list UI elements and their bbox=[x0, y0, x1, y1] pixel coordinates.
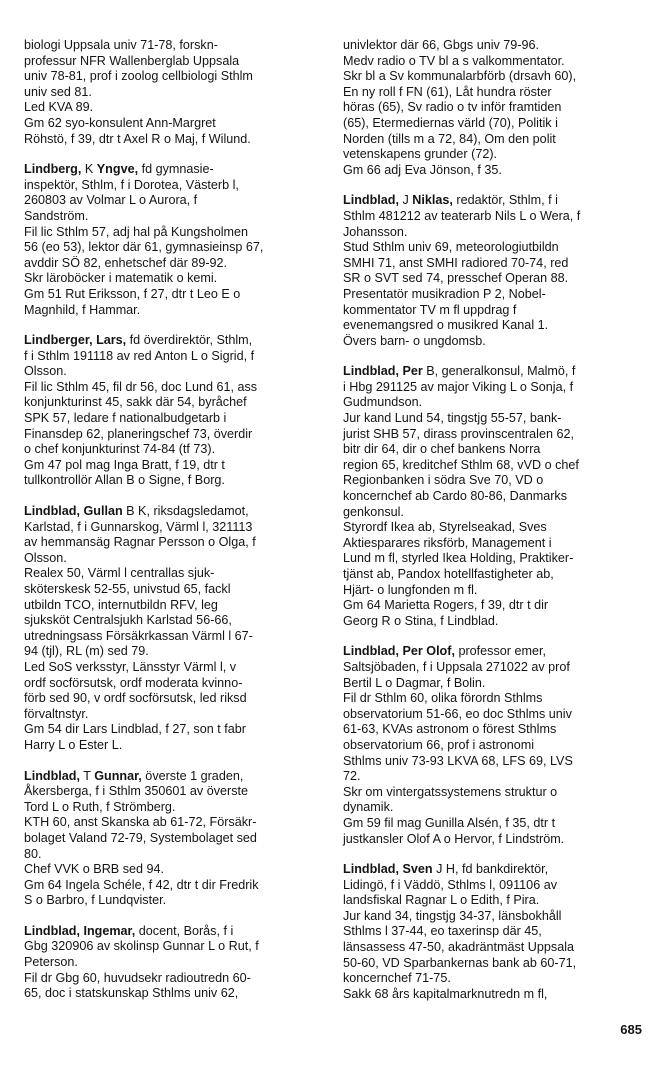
entry-text-line: Fil dr Gbg 60, huvudsekr radioutredn 60- bbox=[24, 970, 251, 985]
entry-text-line: Medv radio o TV bl a s valkommentator. bbox=[343, 53, 565, 68]
entry-text-line: förb sed 90, v ordf socförsutsk, led riksd bbox=[24, 691, 247, 706]
biography-entry bbox=[24, 924, 324, 1002]
entry-text-line: kommentator TV m fl uppdrag f bbox=[343, 302, 517, 317]
entry-text-line: Fil lic Sthlm 57, adj hal på Kungsholmen bbox=[24, 224, 249, 239]
entry-text-line: Sthlms univ 73-93 LKVA 68, LFS 69, LVS bbox=[343, 753, 573, 768]
entry-heading-rest: B, generalkonsul, Malmö, f bbox=[422, 364, 576, 379]
entry-text-line: inspektör, Sthlm, f i Dorotea, Västerb l, bbox=[24, 177, 239, 192]
entry-text-line: Stud Sthlm univ 69, meteorologiutbildn bbox=[343, 240, 559, 255]
entry-text-line: Bertil L o Dagmar, f Bolin. bbox=[343, 675, 486, 690]
entry-text-line: Sandström. bbox=[24, 208, 89, 223]
entry-text-line: Johansson. bbox=[343, 224, 408, 239]
entry-text-line: Peterson. bbox=[24, 955, 78, 970]
entry-text-line: tjänst ab, Pandox hotellfastigheter ab, bbox=[343, 567, 554, 581]
entry-text-line: Fil dr Sthlm 60, olika förordn Sthlms bbox=[343, 691, 543, 706]
entry-text-line: Saltsjöbaden, f i Uppsala 271022 av prof bbox=[343, 659, 570, 674]
entry-text-line: Magnhild, f Hammar. bbox=[24, 302, 141, 317]
biography-entry bbox=[343, 193, 648, 349]
entry-heading-line bbox=[24, 924, 324, 940]
entry-text-line: Jur kand 34, tingstjg 34-37, länsbokhåll bbox=[343, 908, 562, 923]
entry-text-line: Regionbanken i södra Sve 70, VD o bbox=[343, 473, 544, 488]
entry-heading-rest: professor emer, bbox=[454, 644, 546, 659]
entry-text-line: dynamik. bbox=[343, 800, 394, 815]
entry-text-line: konjunkturinst 45, sakk där 54, byråchef bbox=[24, 395, 247, 410]
entry-text-line: Styrordf Ikea ab, Styrelseakad, Sves bbox=[343, 520, 547, 535]
entry-text-line: S o Barbro, f Lundqvister. bbox=[24, 893, 167, 908]
entry-text-line: univlektor där 66, Gbgs univ 79-96. bbox=[343, 38, 540, 52]
entry-heading-rest: J H, fd bankdirektör, bbox=[432, 862, 549, 877]
entry-text-line: i Hbg 291125 av major Viking L o Sonja, f bbox=[343, 379, 574, 394]
entry-initials: K bbox=[81, 162, 97, 177]
entry-text-line: bitr dir 64, dir o chef bankens Norra bbox=[343, 442, 541, 457]
biography-entry bbox=[24, 162, 324, 318]
entry-heading-line bbox=[24, 333, 324, 349]
entry-heading-line bbox=[343, 364, 648, 380]
entry-text-line: Gudmundson. bbox=[343, 395, 423, 410]
entry-text-line: Realex 50, Värml l centrallas sjuk- bbox=[24, 566, 215, 581]
entry-text-line: Sthlm 481212 av teaterarb Nils L o Wera, f bbox=[343, 208, 581, 223]
entry-given-name: Yngve, bbox=[96, 162, 139, 177]
entry-text-line: avddir SÖ 82, enhetschef där 89-92. bbox=[24, 255, 228, 270]
entry-heading-rest: B K, riksdagsledamot, bbox=[122, 504, 249, 519]
entry-text-line: länsassess 47-50, akadräntmäst Uppsala bbox=[343, 940, 575, 955]
entry-text-line: evenemangsred o musikred Kanal 1. bbox=[343, 318, 549, 333]
entry-text-line: KTH 60, anst Skanska ab 61-72, Försäkr- bbox=[24, 815, 257, 830]
entry-heading-rest: fd överdirektör, Sthlm, bbox=[126, 333, 253, 348]
entry-text-line: 50-60, VD Sparbankernas bank ab 60-71, bbox=[343, 955, 577, 970]
entry-text-line: biologi Uppsala univ 71-78, forskn- bbox=[24, 38, 218, 52]
entry-text-line: koncernchef 71-75. bbox=[343, 971, 451, 986]
entry-text-line: univ sed 81. bbox=[24, 84, 92, 99]
biography-continuation bbox=[24, 38, 324, 147]
entry-text-line: Gm 62 syo-konsulent Ann-Margret bbox=[24, 115, 216, 130]
entry-text-line: Lund m fl, styrled Ikea Holding, Praktiker- bbox=[343, 551, 574, 566]
entry-name: Lindblad, Ingemar, bbox=[24, 923, 136, 938]
entry-text-line: Gbg 320906 av skolinsp Gunnar L o Rut, f bbox=[24, 939, 259, 954]
biography-entry bbox=[24, 333, 324, 489]
entry-text-line: Gm 59 fil mag Gunilla Alsén, f 35, dtr t bbox=[343, 815, 556, 830]
entry-text-line: sköterskesk 52-55, univstud 65, fackl bbox=[24, 582, 231, 596]
biography-entry bbox=[24, 504, 324, 754]
entry-text-line: Karlstad, f i Gunnarskog, Värml l, 321113 bbox=[24, 519, 253, 534]
entry-text-line: sjuksköt Centralsjukh Karlstad 56-66, bbox=[24, 613, 232, 628]
biography-entry bbox=[24, 769, 324, 909]
entry-text-line: f i Sthlm 191118 av red Anton L o Sigrid, f bbox=[24, 348, 255, 363]
entry-heading-rest: docent, Borås, f i bbox=[135, 923, 234, 938]
page-number: 685 bbox=[620, 1022, 642, 1037]
entry-text-line: landsfiskal Ragnar L o Edith, f Pira. bbox=[343, 893, 540, 908]
entry-heading-line bbox=[24, 769, 324, 785]
entry-name: Lindblad, Per Olof, bbox=[343, 644, 455, 659]
entry-text-line: o chef konjunkturinst 74-84 (tf 73). bbox=[24, 442, 216, 457]
entry-text-line: Harry L o Ester L. bbox=[24, 737, 123, 752]
left-column bbox=[24, 38, 324, 1017]
entry-given-name: Gunnar, bbox=[94, 768, 142, 783]
entry-text-line: tullkontrollör Allan B o Signe, f Borg. bbox=[24, 473, 225, 488]
entry-initials: J bbox=[398, 193, 413, 208]
entry-text-line: Åkersberga, f i Sthlm 350601 av överste bbox=[24, 784, 249, 799]
entry-text-line: Gm 51 Rut Eriksson, f 27, dtr t Leo E o bbox=[24, 286, 241, 301]
entry-text-line: höras (65), Sv radio o tv inför framtiden bbox=[343, 100, 562, 115]
entry-heading-rest: redaktör, Sthlm, f i bbox=[452, 193, 558, 208]
entry-text-line: SR o SVT sed 74, presschef Operan 88. bbox=[343, 271, 569, 286]
entry-text-line: Georg R o Stina, f Lindblad. bbox=[343, 613, 499, 628]
entry-text-line: Lidingö, f i Väddö, Sthlms l, 091106 av bbox=[343, 877, 557, 892]
entry-text-line: Gm 47 pol mag Inga Bratt, f 19, dtr t bbox=[24, 457, 225, 472]
entry-name: Lindblad, Per bbox=[343, 364, 423, 379]
entry-text-line: 80. bbox=[24, 846, 42, 861]
entry-text-line: professur NFR Wallenberglab Uppsala bbox=[24, 53, 240, 68]
entry-text-line: Skr bl a Sv kommunalarbförb (drsavh 60), bbox=[343, 69, 577, 84]
entry-text-line: Led SoS verksstyr, Länsstyr Värml l, v bbox=[24, 659, 237, 674]
entry-text-line: 61-63, KVAs astronom o förest Sthlms bbox=[343, 722, 557, 737]
entry-heading-line bbox=[343, 193, 648, 209]
entry-text-line: Finansdep 62, planeringschef 73, överdir bbox=[24, 426, 253, 441]
entry-text-line: Gm 54 dir Lars Lindblad, f 27, son t fabr bbox=[24, 722, 246, 737]
entry-heading-rest: överste 1 graden, bbox=[141, 768, 244, 783]
entry-text-line: region 65, kreditchef Sthlm 68, vVD o chef bbox=[343, 457, 579, 472]
entry-text-line: univ 78-81, prof i zoolog cellbiologi Sthlm bbox=[24, 69, 253, 84]
entry-initials: T bbox=[79, 768, 95, 783]
entry-text-line: justkansler Olof A o Hervor, f Lindström. bbox=[343, 831, 565, 846]
entry-heading-line bbox=[343, 644, 648, 660]
entry-text-line: Gm 64 Ingela Schéle, f 42, dtr t dir Fredrik bbox=[24, 877, 259, 892]
entry-heading-line bbox=[24, 504, 324, 520]
entry-name: Lindberger, Lars, bbox=[24, 333, 127, 348]
entry-name: Lindblad, Sven bbox=[343, 862, 433, 877]
entry-text-line: Fil lic Sthlm 45, fil dr 56, doc Lund 61, ass bbox=[24, 379, 258, 394]
entry-text-line: Led KVA 89. bbox=[24, 100, 94, 115]
entry-text-line: 65, doc i statskunskap Sthlms univ 62, bbox=[24, 986, 239, 1001]
biography-continuation bbox=[343, 38, 648, 178]
entry-text-line: observatorium 51-66, eo doc Sthlms univ bbox=[343, 706, 572, 721]
entry-text-line: bolaget Valand 72-79, Systembolaget sed bbox=[24, 830, 257, 845]
entry-text-line: utredningsass Försäkrkassan Värml l 67- bbox=[24, 628, 253, 643]
entry-text-line: Hjärt- o lungfonden m fl. bbox=[343, 582, 478, 597]
entry-text-line: Olsson. bbox=[24, 364, 67, 379]
entry-text-line: Skr läroböcker i matematik o kemi. bbox=[24, 271, 218, 286]
entry-name: Lindblad, bbox=[24, 768, 80, 783]
right-column bbox=[343, 38, 648, 1017]
entry-name: Lindblad, Gullan bbox=[24, 504, 123, 519]
entry-text-line: (65), Etermediernas värld (70), Politik i bbox=[343, 115, 558, 130]
entry-text-line: Gm 64 Marietta Rogers, f 39, dtr t dir bbox=[343, 598, 549, 613]
entry-text-line: Övers barn- o ungdomsb. bbox=[343, 333, 486, 348]
entry-text-line: vetenskapens grunder (72). bbox=[343, 147, 498, 162]
biography-entry bbox=[343, 862, 648, 1002]
entry-text-line: 56 (eo 53), lektor där 61, gymnasieinsp 67, bbox=[24, 240, 264, 255]
entry-text-line: genkonsul. bbox=[343, 504, 404, 519]
entry-text-line: SMHI 71, anst SMHI radiored 70-74, red bbox=[343, 255, 569, 270]
entry-text-line: Olsson. bbox=[24, 550, 67, 565]
entry-text-line: SPK 57, ledare f nationalbudgetarb i bbox=[24, 411, 227, 426]
entry-text-line: En ny roll f FN (61), Låt hundra röster bbox=[343, 84, 552, 99]
entry-text-line: av hemmansäg Ragnar Persson o Olga, f bbox=[24, 535, 256, 550]
entry-text-line: Skr om vintergatssystemens struktur o bbox=[343, 784, 558, 799]
entry-text-line: förvaltnstyr. bbox=[24, 706, 89, 721]
entry-text-line: Tord L o Ruth, f Strömberg. bbox=[24, 799, 176, 814]
entry-name: Lindblad, bbox=[343, 193, 399, 208]
biography-entry bbox=[343, 644, 648, 847]
entry-text-line: Presentatör musikradion P 2, Nobel- bbox=[343, 286, 546, 301]
entry-text-line: ordf socförsutsk, ordf moderata kvinno- bbox=[24, 675, 243, 690]
entry-text-line: 94 (tjl), RL (m) sed 79. bbox=[24, 644, 149, 659]
entry-text-line: Aktiesparares riksförb, Management i bbox=[343, 535, 552, 550]
entry-text-line: 260803 av Volmar L o Aurora, f bbox=[24, 193, 198, 208]
entry-given-name: Niklas, bbox=[412, 193, 453, 208]
entry-name: Lindberg, bbox=[24, 162, 82, 177]
entry-text-line: Jur kand Lund 54, tingstjg 55-57, bank- bbox=[343, 411, 562, 426]
entry-text-line: Chef VVK o BRB sed 94. bbox=[24, 862, 165, 877]
entry-text-line: jurist SHB 57, dirass provinscentralen 62, bbox=[343, 426, 574, 441]
biography-entry bbox=[343, 364, 648, 629]
entry-text-line: Gm 66 adj Eva Jönson, f 35. bbox=[343, 162, 502, 177]
entry-text-line: Sthlms l 37-44, eo taxerinsp där 45, bbox=[343, 924, 542, 939]
entry-heading-line bbox=[343, 862, 648, 878]
entry-text-line: koncernchef ab Cardo 80-86, Danmarks bbox=[343, 489, 568, 504]
entry-text-line: Röhstö, f 39, dtr t Axel R o Maj, f Wilund. bbox=[24, 131, 251, 146]
entry-text-line: 72. bbox=[343, 769, 361, 784]
entry-text-line: utbildn TCO, internutbildn RFV, leg bbox=[24, 597, 218, 612]
entry-heading-line bbox=[24, 162, 324, 178]
entry-text-line: Norden (tills m a 72, 84), Om den polit bbox=[343, 131, 556, 146]
entry-heading-rest: fd gymnasie- bbox=[138, 162, 214, 177]
entry-text-line: Sakk 68 års kapitalmarknutredn m fl, bbox=[343, 986, 548, 1001]
entry-text-line: observatorium 66, prof i astronomi bbox=[343, 737, 535, 752]
